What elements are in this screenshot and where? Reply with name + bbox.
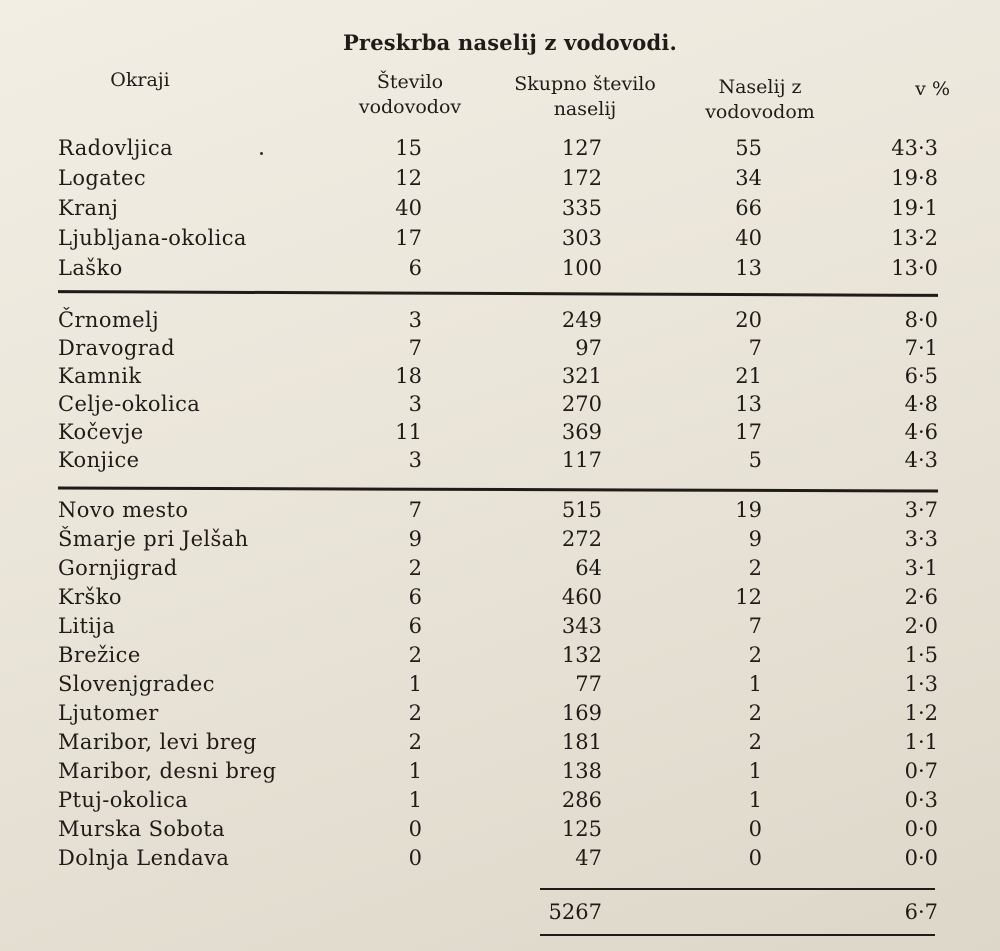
cell-skupno-naselij: 286 xyxy=(561,788,602,812)
cell-naselij-z-vodovodom: 0 xyxy=(748,846,762,870)
table-row xyxy=(0,418,1000,446)
cell-skupno-naselij: 321 xyxy=(561,364,602,388)
cell-stevilo-vodovodov: 7 xyxy=(408,336,422,360)
cell-stevilo-vodovodov: 2 xyxy=(408,643,422,667)
cell-v-pct: 0·7 xyxy=(904,759,938,783)
cell-stevilo-vodovodov: 12 xyxy=(395,166,422,190)
cell-stevilo-vodovodov: 3 xyxy=(408,392,422,416)
cell-okraj-name: Dravograd xyxy=(58,336,175,360)
cell-stevilo-vodovodov: 6 xyxy=(408,614,422,638)
table-row xyxy=(0,334,1000,362)
cell-okraj-name: Črnomelj xyxy=(58,308,160,332)
table-row xyxy=(0,224,1000,252)
cell-v-pct: 1·1 xyxy=(904,730,938,754)
cell-skupno-naselij: 97 xyxy=(575,336,602,360)
table-row xyxy=(0,699,1000,727)
cell-naselij-z-vodovodom: 13 xyxy=(735,392,762,416)
header-okraji: Okraji xyxy=(110,69,170,91)
cell-naselij-z-vodovodom: 17 xyxy=(735,420,762,444)
cell-okraj-name: Slovenjgradec xyxy=(58,672,215,696)
cell-v-pct: 19·1 xyxy=(891,196,938,220)
header-naselij-z-vodovodom: Naselij z vodovodom xyxy=(705,76,815,123)
cell-skupno-naselij: 172 xyxy=(561,166,602,190)
cell-okraj-name: Ptuj-okolica xyxy=(58,788,189,812)
total-skupno-naselij: 5267 xyxy=(548,900,602,924)
cell-v-pct: 13·2 xyxy=(891,226,938,250)
cell-okraj-name: Litija xyxy=(58,614,116,638)
table-row xyxy=(0,446,1000,474)
cell-naselij-z-vodovodom: 5 xyxy=(748,448,762,472)
cell-skupno-naselij: 181 xyxy=(561,730,602,754)
cell-stevilo-vodovodov: 2 xyxy=(408,556,422,580)
cell-v-pct: 43·3 xyxy=(891,136,938,160)
cell-okraj-name: Maribor, desni breg xyxy=(58,759,277,783)
cell-okraj-name: Brežice xyxy=(58,643,141,667)
cell-skupno-naselij: 100 xyxy=(561,256,602,280)
cell-skupno-naselij: 117 xyxy=(561,448,602,472)
cell-skupno-naselij: 270 xyxy=(561,392,602,416)
table-row xyxy=(0,583,1000,611)
cell-naselij-z-vodovodom: 20 xyxy=(735,308,762,332)
cell-okraj-name: Ljutomer xyxy=(58,701,159,725)
cell-skupno-naselij: 132 xyxy=(561,643,602,667)
cell-v-pct: 19·8 xyxy=(891,166,938,190)
cell-stevilo-vodovodov: 6 xyxy=(408,585,422,609)
cell-v-pct: 3·7 xyxy=(904,498,938,522)
cell-okraj-name: Celje-okolica xyxy=(58,392,201,416)
total-v-pct: 6·7 xyxy=(904,900,938,924)
total-rule-top xyxy=(540,888,935,890)
cell-skupno-naselij: 303 xyxy=(561,226,602,250)
cell-stevilo-vodovodov: 3 xyxy=(408,308,422,332)
cell-naselij-z-vodovodom: 7 xyxy=(748,336,762,360)
cell-skupno-naselij: 460 xyxy=(561,585,602,609)
group-divider xyxy=(58,290,938,297)
cell-naselij-z-vodovodom: 7 xyxy=(748,614,762,638)
table-row xyxy=(0,612,1000,640)
cell-stevilo-vodovodov: 17 xyxy=(395,226,422,250)
cell-v-pct: 1·2 xyxy=(904,701,938,725)
table-row xyxy=(0,757,1000,785)
cell-naselij-z-vodovodom: 2 xyxy=(748,701,762,725)
cell-naselij-z-vodovodom: 1 xyxy=(748,759,762,783)
cell-skupno-naselij: 249 xyxy=(561,308,602,332)
cell-v-pct: 0·3 xyxy=(904,788,938,812)
cell-stevilo-vodovodov: 9 xyxy=(408,527,422,551)
cell-v-pct: 1·3 xyxy=(904,672,938,696)
header-skupno-stevilo-naselij: Skupno število naselij xyxy=(514,73,656,120)
cell-naselij-z-vodovodom: 1 xyxy=(748,788,762,812)
cell-naselij-z-vodovodom: 34 xyxy=(735,166,762,190)
cell-skupno-naselij: 343 xyxy=(561,614,602,638)
cell-naselij-z-vodovodom: 55 xyxy=(735,136,762,160)
cell-naselij-z-vodovodom: 12 xyxy=(735,585,762,609)
cell-v-pct: 6·5 xyxy=(904,364,938,388)
cell-v-pct: 3·3 xyxy=(904,527,938,551)
table-row xyxy=(0,390,1000,418)
cell-naselij-z-vodovodom: 21 xyxy=(735,364,762,388)
table-row xyxy=(0,786,1000,814)
cell-v-pct: 8·0 xyxy=(904,308,938,332)
cell-stevilo-vodovodov: 1 xyxy=(408,672,422,696)
cell-naselij-z-vodovodom: 0 xyxy=(748,817,762,841)
cell-naselij-z-vodovodom: 1 xyxy=(748,672,762,696)
cell-skupno-naselij: 77 xyxy=(575,672,602,696)
table-row xyxy=(0,362,1000,390)
cell-stevilo-vodovodov: 6 xyxy=(408,256,422,280)
cell-okraj-name: Radovljica xyxy=(58,136,173,160)
cell-okraj-name: Krško xyxy=(58,585,122,609)
cell-skupno-naselij: 335 xyxy=(561,196,602,220)
table-row xyxy=(0,670,1000,698)
cell-stevilo-vodovodov: 11 xyxy=(395,420,422,444)
cell-okraj-name: Maribor, levi breg xyxy=(58,730,257,754)
cell-v-pct: 2·0 xyxy=(904,614,938,638)
table-row xyxy=(0,496,1000,524)
cell-stevilo-vodovodov: 1 xyxy=(408,759,422,783)
table-row xyxy=(0,641,1000,669)
cell-skupno-naselij: 47 xyxy=(575,846,602,870)
cell-okraj-name: Kranj xyxy=(58,196,119,220)
header-stevilo-vodovodov: Število vodovodov xyxy=(358,71,462,118)
table-row xyxy=(0,844,1000,872)
cell-stevilo-vodovodov: 0 xyxy=(408,817,422,841)
cell-okraj-name: Ljubljana-okolica xyxy=(58,226,247,250)
table-row xyxy=(0,815,1000,843)
cell-v-pct: 2·6 xyxy=(904,585,938,609)
cell-naselij-z-vodovodom: 13 xyxy=(735,256,762,280)
table-row xyxy=(0,254,1000,282)
cell-stevilo-vodovodov: 18 xyxy=(395,364,422,388)
cell-naselij-z-vodovodom: 40 xyxy=(735,226,762,250)
table-row xyxy=(0,525,1000,553)
cell-naselij-z-vodovodom: 66 xyxy=(735,196,762,220)
cell-v-pct: 4·8 xyxy=(904,392,938,416)
cell-okraj-name: Kočevje xyxy=(58,420,144,444)
cell-v-pct: 1·5 xyxy=(904,643,938,667)
cell-okraj-name: Dolnja Lendava xyxy=(58,846,230,870)
cell-skupno-naselij: 138 xyxy=(561,759,602,783)
cell-okraj-name: Logatec xyxy=(58,166,146,190)
cell-okraj-name: Novo mesto xyxy=(58,498,189,522)
cell-v-pct: 0·0 xyxy=(904,817,938,841)
cell-stevilo-vodovodov: 7 xyxy=(408,498,422,522)
cell-v-pct: 0·0 xyxy=(904,846,938,870)
cell-v-pct: 7·1 xyxy=(904,336,938,360)
cell-naselij-z-vodovodom: 9 xyxy=(748,527,762,551)
cell-skupno-naselij: 64 xyxy=(575,556,602,580)
group-divider xyxy=(58,486,938,492)
cell-skupno-naselij: 127 xyxy=(561,136,602,160)
cell-stevilo-vodovodov: 3 xyxy=(408,448,422,472)
table-row xyxy=(0,306,1000,334)
table-row xyxy=(0,554,1000,582)
cell-stevilo-vodovodov: 15 xyxy=(395,136,422,160)
cell-okraj-name: Kamnik xyxy=(58,364,142,388)
cell-okraj-name: Laško xyxy=(58,256,123,280)
table-row xyxy=(0,728,1000,756)
cell-naselij-z-vodovodom: 2 xyxy=(748,556,762,580)
cell-naselij-z-vodovodom: 2 xyxy=(748,730,762,754)
cell-skupno-naselij: 515 xyxy=(561,498,602,522)
cell-okraj-name: Šmarje pri Jelšah xyxy=(58,527,249,551)
cell-skupno-naselij: 169 xyxy=(561,701,602,725)
header-v-pct: v % xyxy=(915,78,950,100)
cell-stevilo-vodovodov: 0 xyxy=(408,846,422,870)
total-rule-bottom xyxy=(540,934,935,936)
cell-okraj-name: Gornjigrad xyxy=(58,556,178,580)
cell-okraj-name: Konjice xyxy=(58,448,140,472)
table-title: Preskrba naselij z vodovodi. xyxy=(342,30,678,55)
cell-v-pct: 13·0 xyxy=(891,256,938,280)
table-row xyxy=(0,194,1000,222)
cell-v-pct: 4·3 xyxy=(904,448,938,472)
cell-v-pct: 4·6 xyxy=(904,420,938,444)
cell-skupno-naselij: 125 xyxy=(561,817,602,841)
cell-stevilo-vodovodov: 1 xyxy=(408,788,422,812)
cell-stevilo-vodovodov: 2 xyxy=(408,730,422,754)
cell-naselij-z-vodovodom: 2 xyxy=(748,643,762,667)
cell-stevilo-vodovodov: 40 xyxy=(395,196,422,220)
cell-skupno-naselij: 369 xyxy=(561,420,602,444)
cell-naselij-z-vodovodom: 19 xyxy=(735,498,762,522)
cell-skupno-naselij: 272 xyxy=(561,527,602,551)
cell-okraj-name: Murska Sobota xyxy=(58,817,226,841)
cell-v-pct: 3·1 xyxy=(904,556,938,580)
cell-stevilo-vodovodov: 2 xyxy=(408,701,422,725)
table-row xyxy=(0,164,1000,192)
table-row xyxy=(0,134,1000,162)
